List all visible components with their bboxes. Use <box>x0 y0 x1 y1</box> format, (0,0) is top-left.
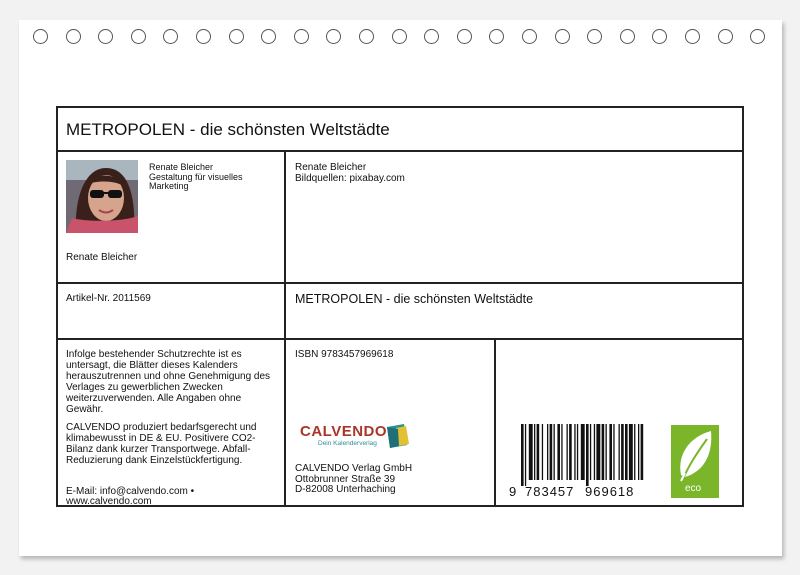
barcode-bar <box>567 424 568 480</box>
barcode-first-digit: 9 <box>509 484 517 499</box>
barcode-bar <box>613 424 614 480</box>
divider <box>494 338 496 507</box>
barcode-bar <box>602 424 605 480</box>
barcode-bars <box>509 424 644 486</box>
binding-rings <box>33 29 773 45</box>
eco-statement-line: klimabewusst in DE & EU. Positivere CO2- <box>66 433 256 444</box>
binding-ring <box>522 29 537 44</box>
author-line: Gestaltung für visuelles <box>149 172 243 182</box>
publisher-address-line: CALVENDO Verlag GmbH <box>295 463 413 474</box>
eco-statement-line: Reduzierung dank Einzelstückfertigung. <box>66 455 243 466</box>
barcode-bar <box>577 424 578 480</box>
page-title: METROPOLEN - die schönsten Weltstädte <box>66 120 390 139</box>
isbn-barcode <box>509 424 644 500</box>
binding-ring <box>66 29 81 44</box>
barcode-bar <box>561 424 562 480</box>
binding-ring <box>457 29 472 44</box>
barcode-bar <box>542 424 543 480</box>
barcode-bar <box>521 424 524 486</box>
barcode-bar <box>629 424 633 480</box>
barcode-bar <box>586 424 589 486</box>
barcode-bar <box>594 424 595 480</box>
barcode-digits-right: 969618 <box>585 484 635 499</box>
binding-ring <box>685 29 700 44</box>
barcode-bar <box>625 424 628 480</box>
legal-line: herauszutrennen und ohne Genehmigung des <box>66 371 271 382</box>
legal-line: Verlages zu gewerblichen Zwecken <box>66 382 223 393</box>
author-photo <box>66 160 138 233</box>
divider <box>284 150 286 507</box>
eco-label: eco <box>685 483 702 494</box>
author-line: Marketing <box>149 181 189 191</box>
barcode-bar <box>619 424 620 480</box>
barcode-bar <box>606 424 607 480</box>
barcode-bar <box>581 424 585 480</box>
barcode-bar <box>529 424 533 480</box>
binding-ring <box>392 29 407 44</box>
barcode-bar <box>621 424 624 480</box>
legal-line: untersagt, die Blätter dieses Kalenders <box>66 360 238 371</box>
barcode-bar <box>641 424 644 480</box>
binding-ring <box>424 29 439 44</box>
barcode-bar <box>596 424 600 480</box>
author-line: Renate Bleicher <box>149 162 214 172</box>
publisher-address-line: Ottobrunner Straße 39 <box>295 474 396 485</box>
binding-ring <box>229 29 244 44</box>
barcode-bar <box>609 424 612 480</box>
barcode-bar <box>634 424 635 480</box>
binding-ring <box>196 29 211 44</box>
binding-ring <box>326 29 341 44</box>
eco-statement-line: CALVENDO produziert bedarfsgerecht und <box>66 422 257 433</box>
barcode-bar <box>574 424 575 480</box>
binding-ring <box>555 29 570 44</box>
binding-ring <box>620 29 635 44</box>
barcode-bar <box>534 424 535 480</box>
author-name: Renate Bleicher <box>66 252 138 263</box>
legal-line: Infolge bestehender Schutzrechte ist es <box>66 349 242 360</box>
binding-ring <box>294 29 309 44</box>
legal-line: weiterzuverwenden. Alle Angaben ohne <box>66 393 242 404</box>
contact-email: E-Mail: info@calvendo.com • <box>66 486 195 497</box>
barcode-bar <box>569 424 572 480</box>
calendar-page-icon <box>384 424 410 450</box>
barcode-bar <box>554 424 555 480</box>
binding-ring <box>33 29 48 44</box>
barcode-digits-left: 783457 <box>525 484 575 499</box>
legal-line: Gewähr. <box>66 404 104 415</box>
logo-wordmark: CALVENDO <box>300 423 388 440</box>
binding-ring <box>652 29 667 44</box>
binding-ring <box>359 29 374 44</box>
barcode-bar <box>557 424 560 480</box>
contact-website: www.calvendo.com <box>66 496 152 507</box>
eco-statement-line: Bilanz dank kurzer Transportwege. Abfall- <box>66 444 251 455</box>
publisher-address-line: D-82008 Unterhaching <box>295 484 396 495</box>
barcode-bar <box>638 424 639 480</box>
binding-ring <box>587 29 602 44</box>
article-number: Artikel-Nr. 2011569 <box>66 293 151 304</box>
eco-badge <box>671 425 719 498</box>
binding-ring <box>489 29 504 44</box>
binding-ring <box>163 29 178 44</box>
binding-ring <box>261 29 276 44</box>
logo-tagline: Dein Kalenderverlag <box>318 440 377 447</box>
barcode-bar <box>547 424 548 480</box>
calvendo-logo <box>300 423 412 453</box>
divider <box>56 338 744 340</box>
credit-author: Renate Bleicher <box>295 162 367 173</box>
isbn: ISBN 9783457969618 <box>295 349 394 360</box>
barcode-bar <box>537 424 540 480</box>
barcode-bar <box>525 424 526 486</box>
binding-ring <box>718 29 733 44</box>
binding-ring <box>98 29 113 44</box>
image-sources: Bildquellen: pixabay.com <box>295 173 405 184</box>
binding-ring <box>750 29 765 44</box>
divider <box>56 150 744 152</box>
barcode-bar <box>590 424 591 480</box>
barcode-bar <box>550 424 553 480</box>
binding-ring <box>131 29 146 44</box>
article-title: METROPOLEN - die schönsten Weltstädte <box>295 292 534 306</box>
divider <box>56 282 744 284</box>
